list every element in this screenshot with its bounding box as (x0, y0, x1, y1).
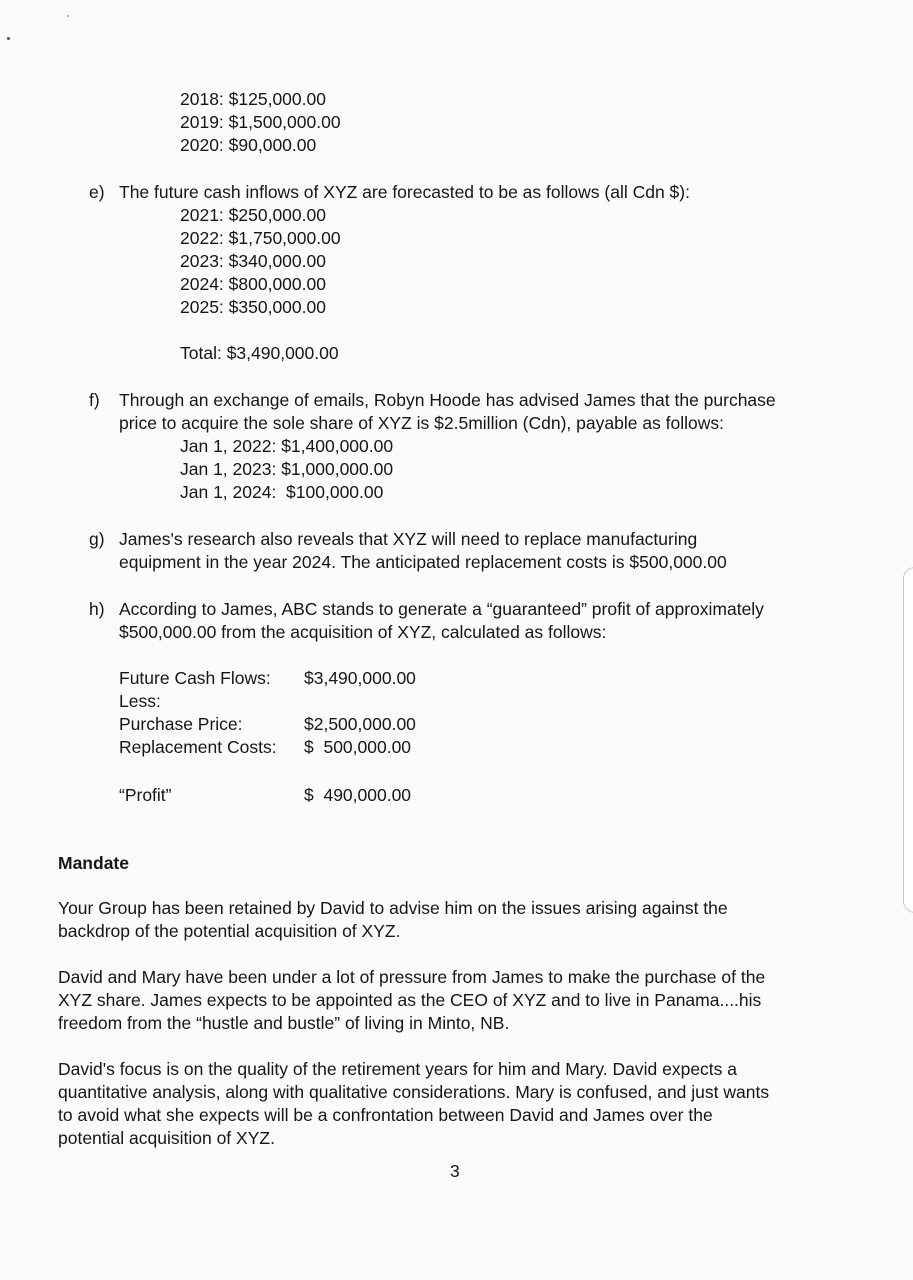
mandate-para2-line-3: freedom from the “hustle and bustle” of living in Minto, NB. (58, 1013, 510, 1033)
item-g-line-1: James's research also reveals that XYZ will need to replace manufacturing (119, 529, 698, 549)
mandate-para2-line-1: David and Mary have been under a lot of pressure from James to make the purchase of the (58, 967, 766, 987)
mandate-para1-line-2: backdrop of the potential acquisition of XYZ. (58, 921, 401, 941)
calc-replacement-label: Replacement Costs: (119, 737, 277, 757)
inflow-2023: 2023: $340,000.00 (180, 251, 326, 271)
page-number: 3 (450, 1161, 460, 1181)
mandate-para3-line-2: quantitative analysis, along with qualitative considerations. Mary is confused, and just wants (58, 1082, 770, 1102)
item-f-marker: f) (89, 390, 100, 410)
mandate-para3-line-4: potential acquisition of XYZ. (58, 1128, 275, 1148)
item-h-marker: h) (89, 599, 105, 619)
calc-less-label: Less: (119, 691, 161, 711)
inflow-2025: 2025: $350,000.00 (180, 297, 326, 317)
mandate-para2-line-2: XYZ share. James expects to be appointed as the CEO of XYZ and to live in Panama....his (58, 990, 762, 1010)
inflow-2021: 2021: $250,000.00 (180, 205, 326, 225)
item-g-line-2: equipment in the year 2024. The anticipated replacement costs is $500,000.00 (119, 552, 727, 572)
prior-year-2020: 2020: $90,000.00 (180, 135, 317, 155)
mandate-para3-line-3: to avoid what she expects will be a confrontation between David and James over the (58, 1105, 713, 1125)
mandate-para1-line-1: Your Group has been retained by David to advise him on the issues arising against the (58, 898, 728, 918)
payment-2023: Jan 1, 2023: $1,000,000.00 (180, 459, 394, 479)
scan-speck (67, 15, 69, 17)
inflow-total: Total: $3,490,000.00 (180, 343, 339, 363)
item-f-line-2: price to acquire the sole share of XYZ is $2.5million (Cdn), payable as follows: (119, 413, 725, 433)
prior-year-2019: 2019: $1,500,000.00 (180, 112, 341, 132)
calc-profit-value: $ 490,000.00 (304, 785, 412, 805)
calc-replacement-value: $ 500,000.00 (304, 737, 412, 757)
item-e-text: The future cash inflows of XYZ are forecasted to be as follows (all Cdn $): (119, 182, 690, 202)
payment-2022: Jan 1, 2022: $1,400,000.00 (180, 436, 394, 456)
item-h-line-2: $500,000.00 from the acquisition of XYZ, calculated as follows: (119, 622, 607, 642)
inflow-2022: 2022: $1,750,000.00 (180, 228, 341, 248)
item-e-marker: e) (89, 182, 105, 202)
payment-2024: Jan 1, 2024: $100,000.00 (180, 482, 384, 502)
calc-future-value: $3,490,000.00 (304, 668, 416, 688)
mandate-heading: Mandate (58, 853, 129, 873)
page-edge-overlay (903, 567, 913, 913)
prior-year-2018: 2018: $125,000.00 (180, 89, 326, 109)
mandate-para3-line-1: David's focus is on the quality of the retirement years for him and Mary. David expects a (58, 1059, 738, 1079)
calc-purchase-value: $2,500,000.00 (304, 714, 416, 734)
item-f-line-1: Through an exchange of emails, Robyn Hoode has advised James that the purchase (119, 390, 776, 410)
scan-speck (7, 37, 10, 40)
calc-future-label: Future Cash Flows: (119, 668, 271, 688)
calc-profit-label: “Profit” (119, 785, 172, 805)
calc-purchase-label: Purchase Price: (119, 714, 243, 734)
item-h-line-1: According to James, ABC stands to generate a “guaranteed” profit of approximately (119, 599, 764, 619)
item-g-marker: g) (89, 529, 105, 549)
inflow-2024: 2024: $800,000.00 (180, 274, 326, 294)
